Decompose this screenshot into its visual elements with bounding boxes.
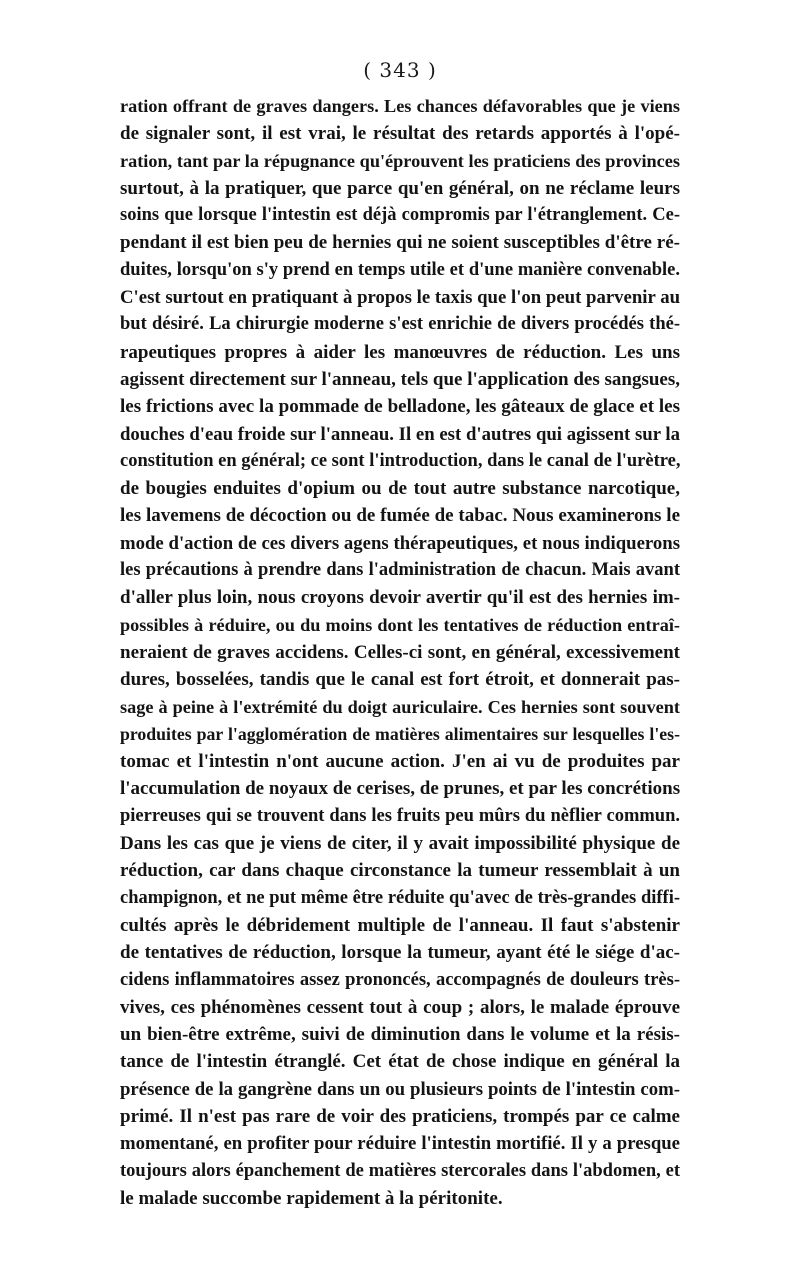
text-line: réduction, car dans chaque circonstance la tumeur ressemblait à un [120,860,680,882]
text-line: agissent directement sur l'anneau, tels que l'application des sangsues, [120,368,680,390]
text-line: douches d'eau froide sur l'anneau. Il en est d'autres qui agissent sur la [120,423,680,445]
text-line: produites par l'agglomération de matières alimentaires sur lesquelles l'es- [120,723,680,744]
text-line: tance de l'intestin étranglé. Cet état de chose indique en général la [120,1051,680,1073]
text-line: C'est surtout en pratiquant à propos le taxis que l'on peut parvenir au [120,287,680,309]
text-line: cidens inflammatoires assez prononcés, accompagnés de douleurs très- [120,969,680,990]
text-line: constitution en général; ce sont l'introduction, dans le canal de l'urètre, [120,450,681,471]
body-text [120,93,680,1212]
text-line: d'aller plus loin, nous croyons devoir avertir qu'il est des hernies im- [120,587,680,609]
text-line: présence de la gangrène dans un ou plusieurs points de l'intestin com- [120,1078,680,1100]
text-line: Dans les cas que je viens de citer, il y avait impossibilité physique de [120,833,680,855]
text-line: pierreuses qui se trouvent dans les fruits peu mûrs du nèflier commun. [120,805,680,826]
text-line: but désiré. La chirurgie moderne s'est enrichie de divers procédés thé- [120,314,680,335]
text-line: vives, ces phénomènes cessent tout à coup ; alors, le malade éprouve [120,996,680,1018]
text-line: duites, lorsqu'on s'y prend en temps utile et d'une manière convenable. [120,259,680,280]
text-line: primé. Il n'est pas rare de voir des praticiens, trompés par ce calme [120,1105,680,1127]
text-line: toujours alors épanchement de matières stercorales dans l'abdomen, et [120,1160,680,1181]
text-line: tomac et l'intestin n'ont aucune action. J'en ai vu de produites par [120,751,680,773]
text-line: neraient de graves accidens. Celles-ci sont, en général, excessivement [120,641,680,663]
text-line: dures, bosselées, tandis que le canal est fort étroit, et donnerait pas- [120,669,680,691]
page-number: ( 343 ) [363,58,437,82]
text-line: ration, tant par la répugnance qu'éprouvent les praticiens des provinces [120,150,680,171]
text-line: le malade succombe rapidement à la péritonite. [120,1187,503,1209]
text-line: momentané, en profiter pour réduire l'intestin mortifié. Il y a presque [120,1133,680,1155]
text-line: champignon, et ne put même être réduite qu'avec de très-grandes diffi- [120,887,680,908]
text-line: rapeutiques propres à aider les manœuvres de réduction. Les uns [120,341,680,363]
text-line: soins que lorsque l'intestin est déjà compromis par l'étranglement. Ce- [120,205,680,226]
text-line: mode d'action de ces divers agens thérapeutiques, et nous indiquerons [120,532,680,554]
text-line: de signaler sont, il est vrai, le résultat des retards apportés à l'opé- [120,123,680,145]
text-line: les précautions à prendre dans l'administration de chacun. Mais avant [120,560,680,581]
text-line: sage à peine à l'extrémité du doigt auriculaire. Ces hernies sont souvent [120,696,680,717]
text-line: de bougies enduites d'opium ou de tout autre substance narcotique, [120,478,680,500]
text-line: ration offrant de graves dangers. Les chances défavorables que je viens [120,96,680,116]
text-line: pendant il est bien peu de hernies qui ne soient susceptibles d'être ré- [120,232,680,254]
text-line: un bien-être extrême, suivi de diminution dans le volume et la résis- [120,1024,680,1046]
text-line: cultés après le débridement multiple de l'anneau. Il faut s'abstenir [120,914,680,936]
text-line: les lavemens de décoction ou de fumée de tabac. Nous examinerons le [120,505,680,527]
text-line: surtout, à la pratiquer, que parce qu'en général, on ne réclame leurs [120,177,680,199]
text-line: possibles à réduire, ou du moins dont les tentatives de réduction entraî- [120,614,680,635]
text-line: les frictions avec la pommade de belladone, les gâteaux de glace et les [120,396,680,418]
text-line: l'accumulation de noyaux de cerises, de prunes, et par les concrétions [120,778,681,800]
text-line: de tentatives de réduction, lorsque la tumeur, ayant été le siége d'ac- [120,942,680,964]
